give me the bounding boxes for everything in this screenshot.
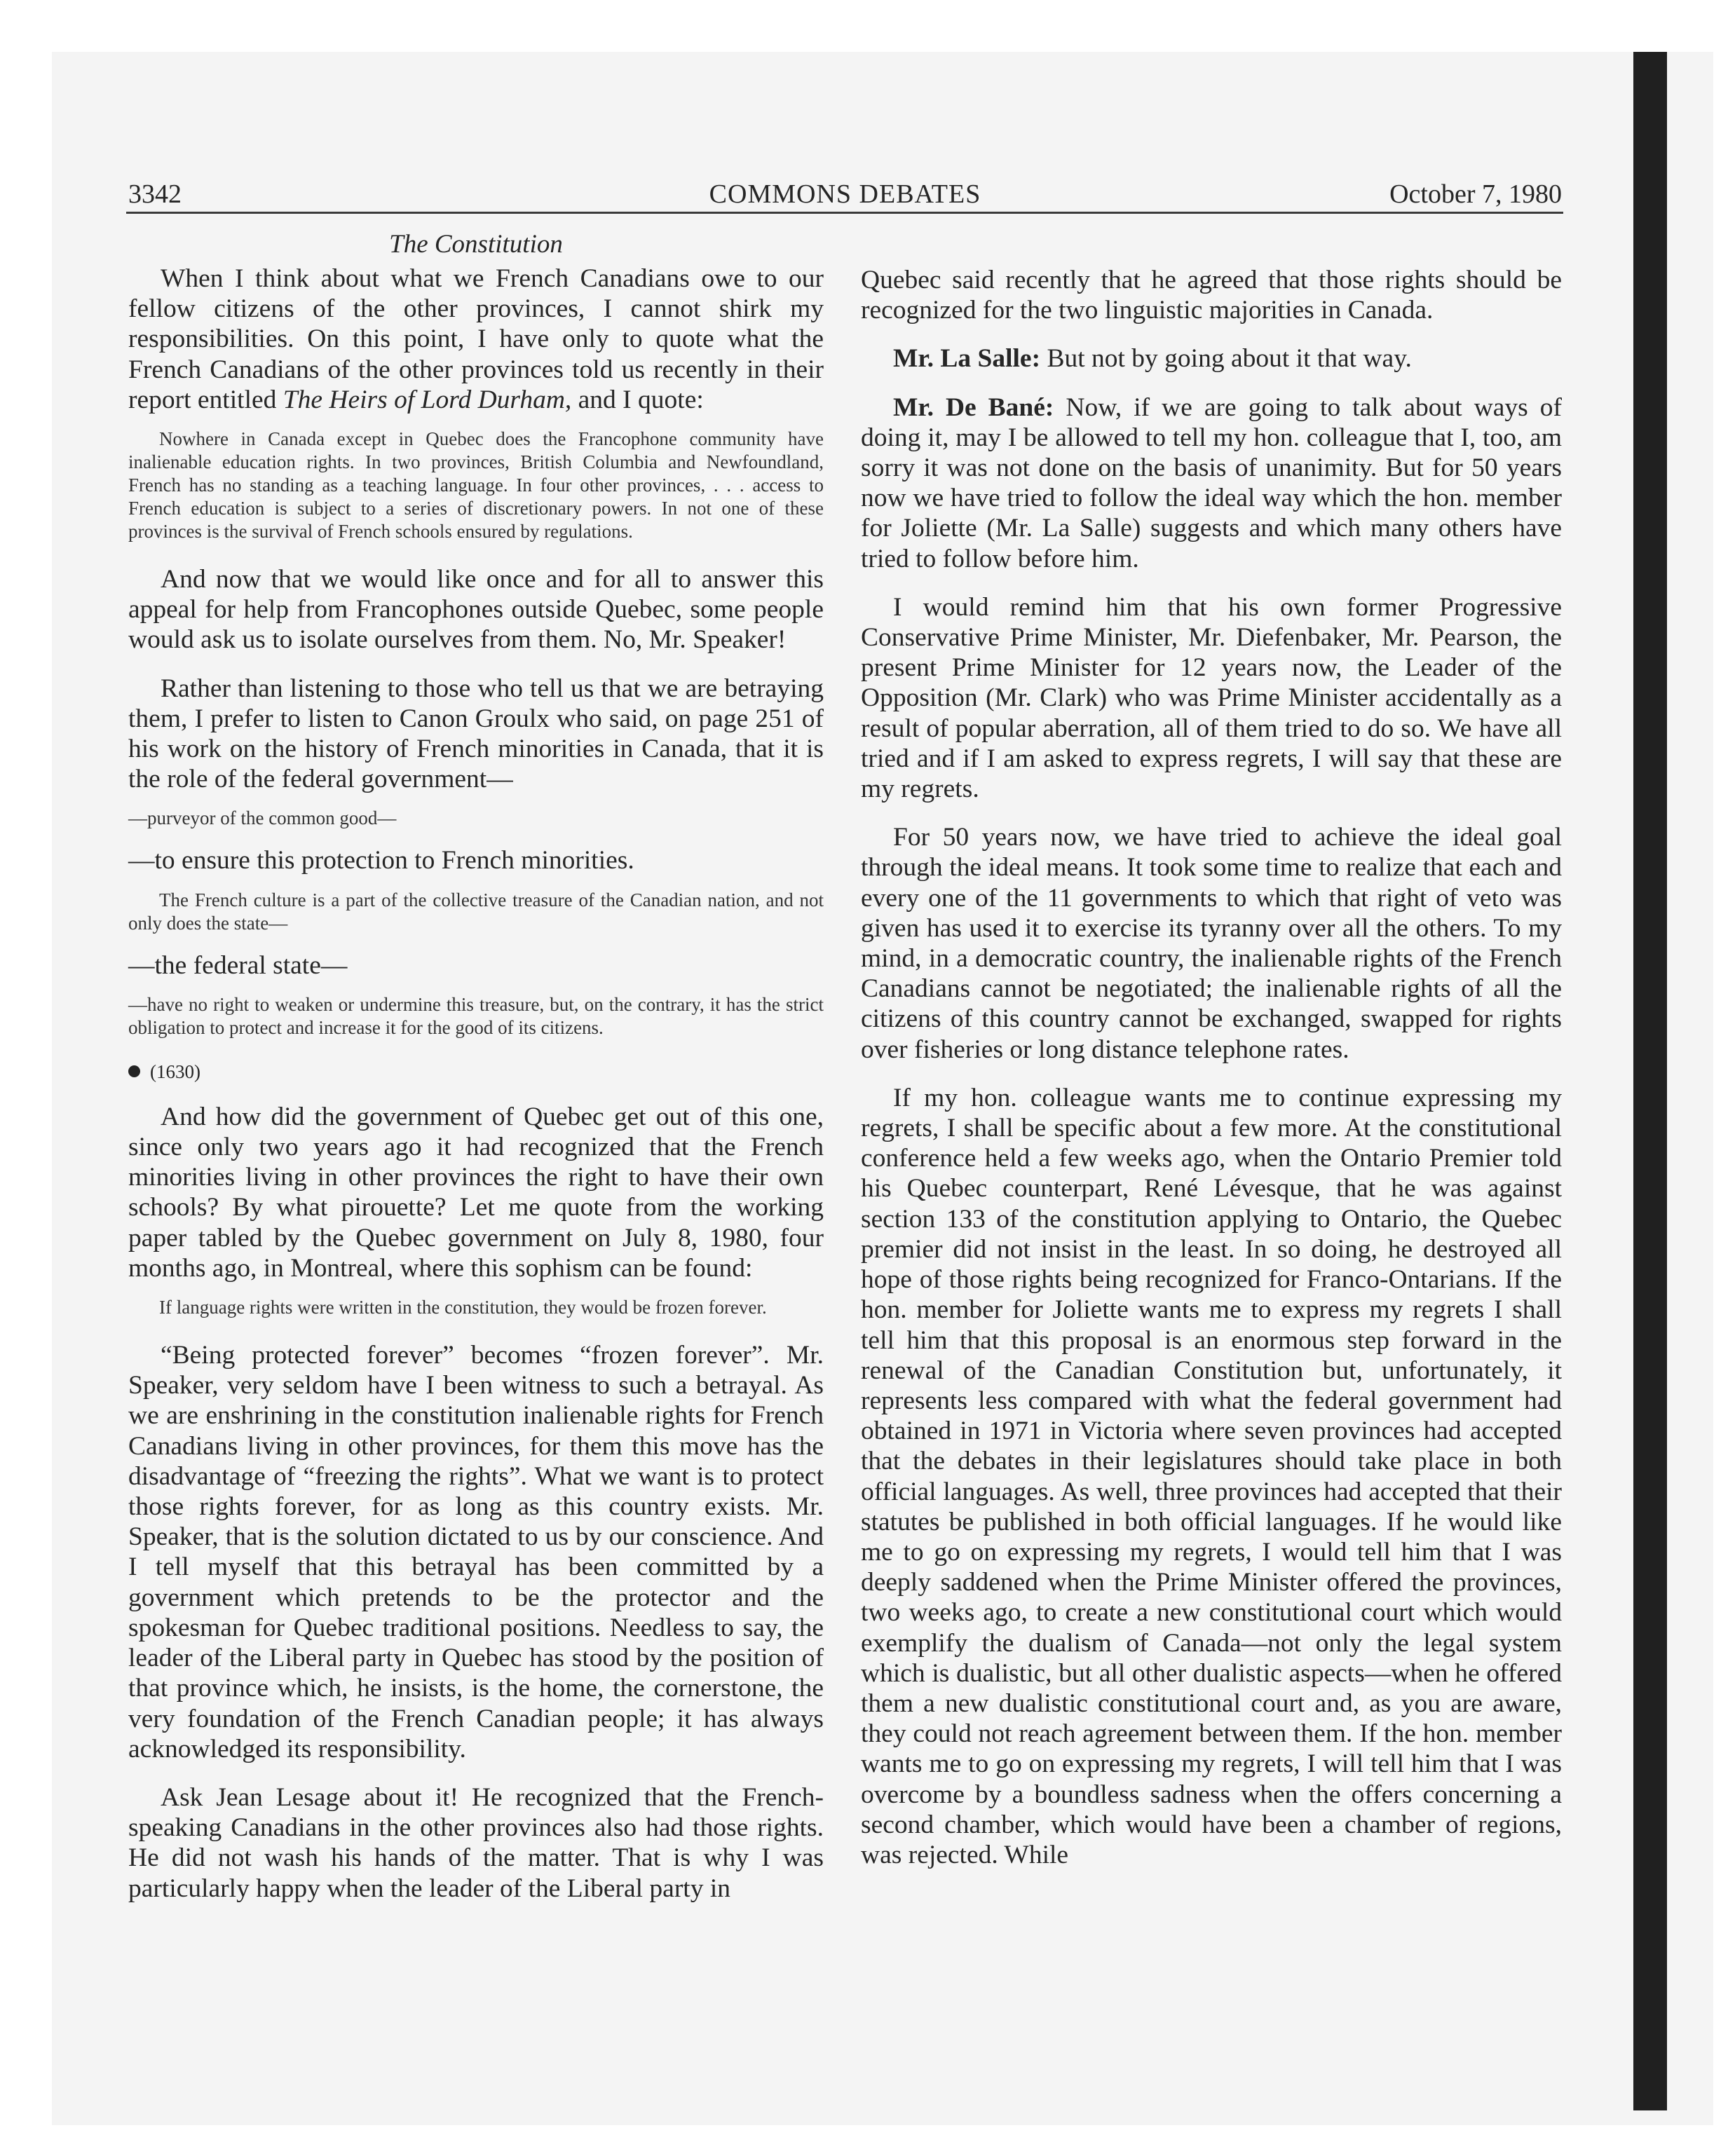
publication-title: COMMONS DEBATES xyxy=(709,179,981,209)
header-rule xyxy=(126,212,1563,214)
paragraph: Quebec said recently that he agreed that those rights should be recognized for the two linguistic majorities in Canada. xyxy=(861,266,1562,325)
block-quote: —have no right to weaken or undermine this treasure, but, on the contrary, it has the strict obligation to protect and increase it for the good of its citizens. xyxy=(128,993,824,1038)
section-title: The Constitution xyxy=(389,230,563,259)
binding-edge xyxy=(1633,52,1667,2110)
paragraph: Rather than listening to those who tell us that we are betraying them, I prefer to listen to Canon Groulx who said, on page 251 of his work on the history of French minorities in Canada, that it is the role of the federal government— xyxy=(128,674,824,794)
speaker-name: Mr. De Bané: xyxy=(893,393,1054,422)
paragraph: —the federal state— xyxy=(128,950,348,980)
paragraph: For 50 years now, we have tried to achieve the ideal goal through the ideal means. It took some time to realize that each and every one of the 11 governments to which that right of veto was given has used it to exercise its tyranny over all the others. To my mind, in a democratic country, the inalienable rights of the French Canadians cannot be negotiated; the inalienable rights of all the citizens of this country cannot be exchanged, swapped for rights over fisheries or long distance telephone rates. xyxy=(861,823,1562,1064)
bullet-icon xyxy=(128,1065,140,1077)
page-date: October 7, 1980 xyxy=(1389,179,1562,209)
paragraph: Ask Jean Lesage about it! He recognized that the French-speaking Canadians in the other provinces also had those rights. He did not wash his hands of the matter. That is why I was particularly happy when the leader of the Liberal party in xyxy=(128,1782,824,1903)
page-header xyxy=(128,177,1562,212)
speaker-paragraph xyxy=(861,343,1562,374)
paragraph xyxy=(128,264,824,415)
block-quote: Nowhere in Canada except in Quebec does the Francophone community have inalienable education rights. In two provinces, British Columbia and Newfoundland, French has no standing as a teaching language. In four other provinces, . . . access to French education is subject to a series of discretionary powers. In not one of these provinces is the survival of French schools ensured by regulations. xyxy=(128,428,824,543)
speaker-paragraph xyxy=(861,393,1562,574)
paragraph: I would remind him that his own former Progressive Conservative Prime Minister, Mr. Diefenbaker, Mr. Pearson, the present Prime Minister for 12 years now, the Leader of the Opposition (Mr. Clark) who was Prime Minister accidentally as a result of popular aberration, all of them tried to do so. We have all tried and if I am asked to express regrets, I will say that these are my regrets. xyxy=(861,592,1562,804)
paragraph-text: and I quote: xyxy=(571,385,704,414)
paragraph: And how did the government of Quebec get out of this one, since only two years ago it had recognized that the French minorities living in other provinces the right to have their own schools? By what pirouette? Let me quote from the working paper tabled by the Quebec government on July 8, 1980, four months ago, in Montreal, where this sophism can be found: xyxy=(128,1102,824,1283)
speaker-name: Mr. La Salle: xyxy=(893,344,1041,374)
paragraph: —to ensure this protection to French minorities. xyxy=(128,846,634,875)
time-marker-text: (1630) xyxy=(150,1060,200,1082)
paragraph: “Being protected forever” becomes “frozen forever”. Mr. Speaker, very seldom have I been witness to such a betrayal. As we are enshrining in the constitution inalienable rights for French Canadians living in other provinces, for them this move has the disadvantage of “freezing the rights”. What we want is to protect those rights forever, for as long as this country exists. Mr. Speaker, that is the solution dictated to us by our conscience. And I tell myself that this betrayal has been committed by a government which pretends to be the protector and the spokesman for Quebec traditional positions. Needless to say, the leader of the Liberal party in Quebec has stood by the position of that province which, he insists, is the home, the cornerstone, the very foundation of the French Canadian people; it has always acknowledged its responsibility. xyxy=(128,1341,824,1763)
report-title: The Heirs of Lord Durham, xyxy=(283,385,572,414)
right-column xyxy=(861,265,1562,1888)
paragraph: If my hon. colleague wants me to continue expressing my regrets, I shall be specific about a few more. At the constitutional conference held a few weeks ago, when the Ontario Premier told his Quebec counterpart, René Lévesque, that he was against section 133 of the constitution applying to Ontario, the Quebec premier did not insist in the least. In so doing, he destroyed all hope of those rights being recognized for Franco-Ontarians. If the hon. member for Joliette wants me to express my regrets I shall tell him that this proposal is an enormous step forward in the renewal of the Canadian Constitution but, unfortunately, it represents less compared with what the federal government had obtained in 1971 in Victoria where seven provinces had accepted that the debates in their legislatures should take place in both official languages. As well, three provinces had accepted that their statutes be published in both official languages. If he would like me to go on expressing my regrets, I would tell him that I was deeply saddened when the Prime Minister offered the provinces, two weeks ago, to create a new constitutional court which would exemplify the dualism of Canada—not only the legal system which is dualistic, but all other dualistic aspects—when he offered them a new dualistic constitutional court and, as you are aware, they could not reach agreement between them. If the hon. member wants me to go on expressing my regrets, I will tell him that I was overcome by a boundless sadness when the offers concerning a second chamber, which would have been a chamber of regions, was rejected. While xyxy=(861,1083,1562,1869)
left-column xyxy=(128,226,824,1922)
paragraph: And now that we would like once and for all to answer this appeal for help from Francophones outside Quebec, some people would ask us to isolate ourselves from them. No, Mr. Speaker! xyxy=(128,565,824,655)
block-quote: If language rights were written in the constitution, they would be frozen forever. xyxy=(159,1297,767,1318)
speaker-text: But not by going about it that way. xyxy=(1040,344,1412,374)
block-quote: The French culture is a part of the collective treasure of the Canadian nation, and not only does the state— xyxy=(128,889,824,934)
paragraph-text: When I think about what we French Canadians owe to our fellow citizens of the other provinces, I cannot shirk my responsibilities. On this point, I have only to quote what the French Canadians of the other provinces told us recently in their report entitled xyxy=(128,264,824,414)
speaker-text: Now, if we are going to talk about ways of doing it, may I be allowed to tell my hon. colleague that I, too, am sorry it was not done on the basis of unanimity. But for 50 years now we have tried to follow the ideal way which the hon. member for Joliette (Mr. La Salle) suggests and which many others have tried to follow before him. xyxy=(861,393,1562,573)
time-marker xyxy=(128,1060,824,1084)
page-number: 3342 xyxy=(128,179,182,209)
block-quote: —purveyor of the common good— xyxy=(128,807,397,829)
